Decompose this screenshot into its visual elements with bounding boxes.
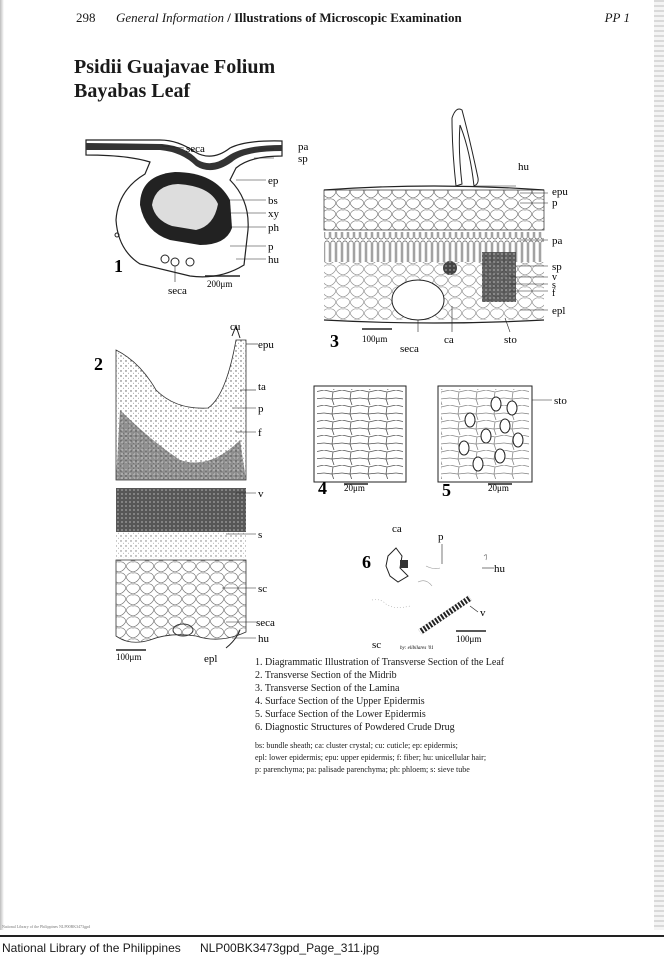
fig1-scale: 200μm [207, 279, 233, 289]
fig3-label-epl: epl [552, 305, 566, 317]
scan-note: National Library of the Philippines NLP00BK3473gpd [2, 924, 91, 929]
fig2-label-s: s [258, 529, 263, 541]
fig3-label-v: v [552, 272, 557, 283]
fig1-label-p: p [268, 241, 274, 253]
fig6-vessel [420, 598, 470, 632]
figure-3 [324, 109, 568, 355]
fig3-label-seca: seca [400, 343, 419, 355]
title-latin: Psidii Guajavae Folium [74, 56, 276, 78]
fig4-number: 4 [318, 478, 327, 498]
abbreviation-line-3: p: parenchyma; pa: palisade parenchyma; ph: phloem; s: sieve tube [255, 765, 470, 774]
fig2-number: 2 [94, 354, 103, 374]
fig6-number: 6 [362, 552, 371, 572]
fig1-number: 1 [114, 256, 123, 276]
fig3-label-epu: epu [552, 186, 568, 198]
caption-5: 5. Surface Section of the Lower Epidermis [255, 709, 426, 720]
fig1-label-bs: bs [268, 195, 278, 207]
abbreviation-line-2: epl: lower epidermis; epu: upper epidermis; f: fiber; hu: unicellular hair; [255, 753, 487, 762]
fig3-label-s: s [552, 280, 556, 291]
fig1-label-ep: ep [268, 175, 279, 187]
page-number: 298 [76, 10, 96, 25]
title-common: Bayabas Leaf [74, 80, 191, 102]
fig1-label-pa: pa [298, 141, 309, 153]
fig3-label-f: f [552, 288, 556, 299]
fig3-label-p: p [552, 197, 558, 209]
fig2-label-sc: sc [258, 583, 268, 595]
caption-4: 4. Surface Section of the Upper Epidermis [255, 696, 425, 707]
caption-1: 1. Diagrammatic Illustration of Transverse Section of the Leaf [255, 657, 505, 668]
fig1-label-seca-bottom: seca [168, 285, 187, 297]
footer-divider [0, 935, 664, 937]
fig5-number: 5 [442, 480, 451, 500]
figure-5 [438, 386, 567, 500]
fig3-label-sp: sp [552, 261, 562, 273]
fig2-label-epu: epu [258, 339, 274, 351]
fig2-label-epl: epl [204, 653, 218, 665]
fig1-label-sp: sp [298, 153, 308, 165]
fig3-label-pa: pa [552, 235, 563, 247]
fig3-label-sto: sto [504, 334, 517, 346]
fig1-label-seca-top: seca [186, 143, 205, 155]
fig6-label-ca: ca [392, 523, 402, 535]
fig1-label-xy: xy [268, 208, 279, 220]
fig3-number: 3 [330, 331, 339, 351]
fig1-label-ph: ph [268, 222, 279, 234]
caption-6: 6. Diagnostic Structures of Powdered Crude Drug [255, 722, 455, 733]
caption-2: 2. Transverse Section of the Midrib [255, 670, 397, 681]
fig6-label-v: v [480, 607, 486, 619]
fig2-label-v: v [258, 488, 264, 500]
header-section: General Information [116, 10, 224, 25]
fig2-scale: 100μm [116, 652, 142, 662]
fig6-credit: by: elibilares '01 [400, 646, 434, 651]
header-chapter: Illustrations of Microscopic Examination [234, 10, 462, 25]
figure-1 [86, 140, 309, 297]
fig5-label-sto: sto [554, 395, 567, 407]
figure-2 [94, 321, 275, 665]
fig3-scale: 100μm [362, 334, 388, 344]
caption-3: 3. Transverse Section of the Lamina [255, 683, 400, 694]
abbreviation-line-1: bs: bundle sheath; ca: cluster crystal; cu: cuticle; ep: epidermis; [255, 741, 458, 750]
fig6-label-p: p [438, 531, 444, 543]
fig3-label-ca: ca [444, 334, 454, 346]
fig6-scale: 100μm [456, 634, 482, 644]
fig2-label-hu: hu [258, 633, 269, 645]
fig2-label-cu: cu [230, 321, 241, 333]
fig2-label-f: f [258, 427, 262, 439]
plate-code: PP 1 [604, 10, 630, 25]
fig2-label-seca: seca [256, 617, 275, 629]
fig6-label-hu: hu [494, 563, 505, 575]
header-separator: / [227, 10, 231, 25]
fig1-label-hu: hu [268, 254, 279, 266]
fig2-label-ta: ta [258, 381, 266, 393]
footer-filename: NLP00BK3473gpd_Page_311.jpg [200, 941, 380, 955]
fig4-scale: 20μm [344, 483, 365, 493]
figure-4 [314, 386, 406, 498]
fig6-label-sc: sc [372, 639, 382, 651]
fig5-scale: 20μm [488, 483, 509, 493]
footer-library: National Library of the Philippines [2, 941, 181, 955]
fig3-label-hu: hu [518, 161, 529, 173]
fig2-label-p: p [258, 403, 264, 415]
figure-6 [362, 523, 506, 651]
